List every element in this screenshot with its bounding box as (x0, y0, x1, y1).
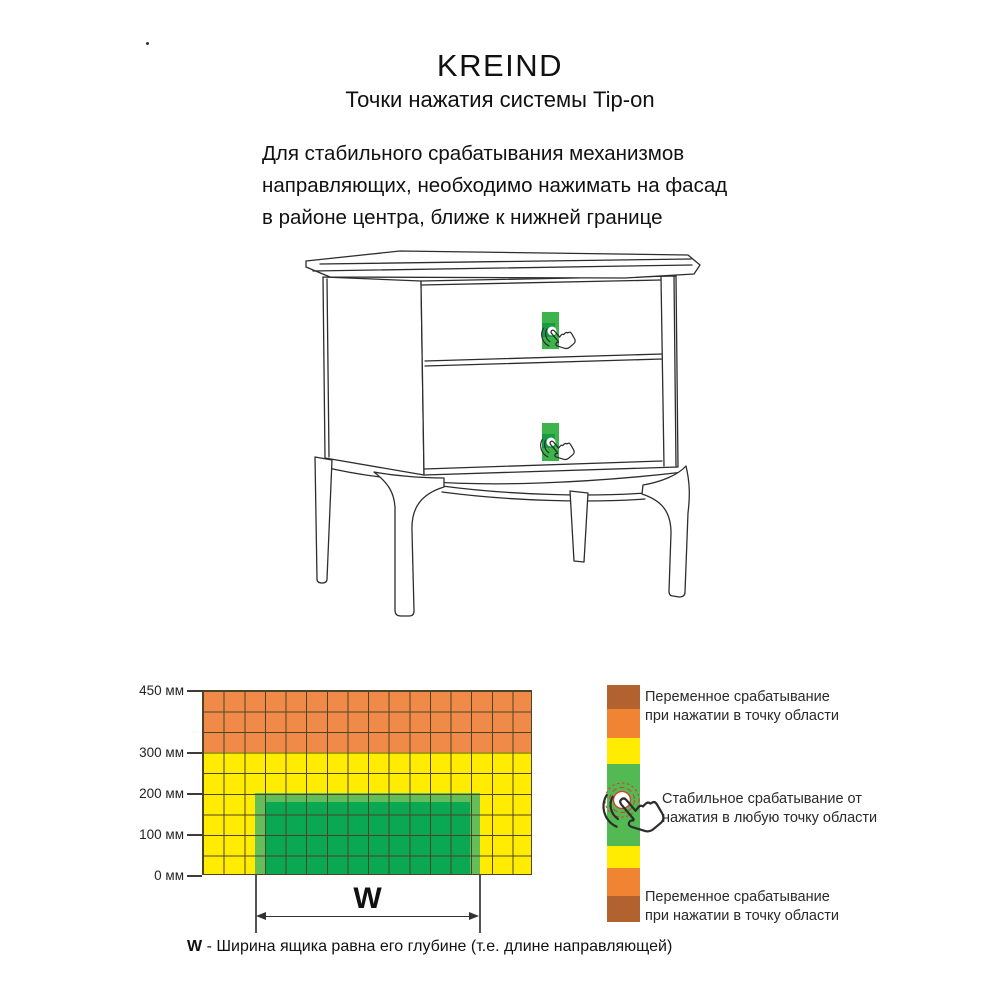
footnote-text: - Ширина ящика равна его глубине (т.е. длине направляющей) (206, 938, 673, 955)
legend-seg-brown (607, 685, 640, 709)
width-label: W (353, 882, 382, 915)
legend-seg-orange (607, 868, 640, 896)
legend-seg-brown (607, 896, 640, 922)
axis-tick-300: 300 мм (139, 745, 184, 760)
intro-line: в районе центра, ближе к нижней границе (262, 206, 663, 229)
tick-leader (187, 875, 202, 877)
legend-seg-yellow (607, 846, 640, 868)
intro-line: направляющих, необходимо нажимать на фасад (262, 174, 728, 197)
grid-lines-overlay (202, 690, 532, 875)
nightstand-drawing (290, 245, 710, 635)
page-subtitle: Точки нажатия системы Tip-on (345, 87, 655, 112)
stray-mark (146, 42, 149, 45)
axis-tick-200: 200 мм (139, 786, 184, 801)
intro-paragraph (262, 138, 782, 234)
press-zone-grid (202, 690, 532, 875)
stable-press-hand-icon (593, 770, 659, 840)
axis-tick-100: 100 мм (139, 827, 184, 842)
legend-item-variable-bottom: Переменное срабатывание при нажатии в точку области (645, 889, 839, 924)
intro-line: Для стабильного срабатывания механизмов (262, 142, 685, 165)
footnote-symbol: W (187, 938, 203, 955)
axis-tick-450: 450 мм (139, 683, 184, 698)
footnote (187, 938, 672, 956)
axis-tick-0: 0 мм (154, 868, 184, 883)
brand-title: KREIND (436, 48, 564, 83)
legend-item-stable: Стабильное срабатывание от нажатия в любую точку области (662, 791, 878, 826)
tick-leader (187, 793, 202, 795)
legend-seg-orange (607, 709, 640, 738)
tick-leader (187, 752, 202, 754)
legend-item-variable-top: Переменное срабатывание при нажатии в точку области (645, 689, 839, 724)
tick-leader (187, 690, 202, 692)
tick-leader (187, 834, 202, 836)
legend-seg-yellow (607, 738, 640, 764)
